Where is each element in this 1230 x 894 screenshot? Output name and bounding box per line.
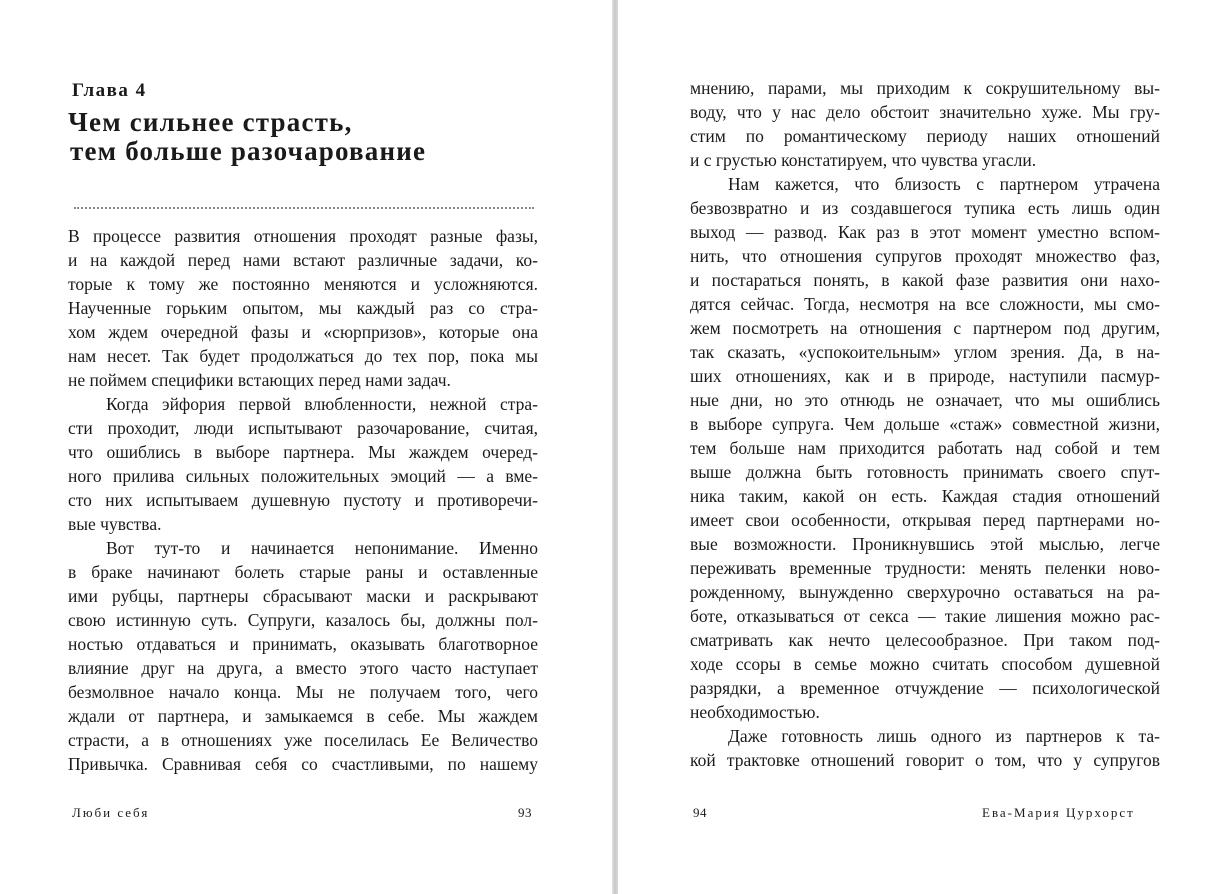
text-line: в выборе супруга. Чем дольше «стаж» совместной жизни,	[690, 414, 1160, 434]
text-line: вые чувства.	[68, 514, 162, 534]
text-line: мнению, парами, мы приходим к сокрушительному вы-	[690, 78, 1160, 98]
page-number: 94	[693, 805, 707, 820]
text-line: безвозвратно и из создавшегося тупика есть лишь один	[690, 198, 1160, 218]
text-line: имеет свои особенности, открывая перед партнерами но-	[690, 510, 1160, 530]
left-page-body	[68, 224, 538, 776]
text-line: стим по романтическому периоду наших отношений	[690, 126, 1160, 146]
text-line: свою истинную суть. Супруги, казалось бы, должны пол-	[68, 610, 538, 630]
text-line: переживать временные трудности: менять пеленки ново-	[690, 558, 1160, 578]
text-line: страсти, а в отношениях уже поселилась Ее Величество	[68, 730, 538, 750]
text-line: разрядки, а временное отчуждение — психологической	[690, 678, 1160, 698]
text-line: необходимостью.	[690, 702, 820, 722]
text-line: нам несет. Так будет продолжаться до тех пор, пока мы	[68, 346, 538, 366]
text-line: сматривать как нечто целесообразное. При таком под-	[690, 630, 1160, 650]
text-line: ностью отдаваться и принимать, оказывать благотворное	[68, 634, 538, 654]
text-line: и на каждой перед нами встают различные задачи, ко-	[68, 250, 538, 270]
text-line: кой трактовке отношений говорит о том, что у супругов	[690, 750, 1160, 770]
text-line: Привычка. Сравнивая себя со счастливыми, по нашему	[68, 754, 538, 774]
chapter-title-line: тем больше разочарование	[70, 136, 427, 166]
text-line: рожденному, вынужденно сверхурочно оставаться на ра-	[690, 582, 1160, 602]
text-line: торые к тому же постоянно меняются и усложняются.	[68, 274, 538, 294]
text-line: Нам кажется, что близость с партнером утрачена	[728, 174, 1160, 194]
text-line: ждали от партнера, и замыкаемся в себе. Мы жаждем	[68, 706, 538, 726]
text-line: ших отношениях, как и в природе, наступили пасмур-	[690, 366, 1160, 386]
text-line: Вот тут-то и начинается непонимание. Именно	[106, 538, 538, 558]
text-line: влияние друг на друга, а вместо этого часто наступает	[68, 658, 538, 678]
text-line: выше должна быть готовность принимать своего спут-	[690, 462, 1160, 482]
running-footer-author: Ева-Мария Цурхорст	[982, 805, 1135, 820]
text-line: боте, отказываться от секса — такие лишения можно рас-	[690, 606, 1160, 626]
text-line: тем больше нам приходится работать над собой и тем	[690, 438, 1160, 458]
page-number: 93	[518, 805, 532, 820]
text-line: ника таким, какой он есть. Каждая стадия отношений	[690, 486, 1160, 506]
text-line: жем посмотреть на отношения с партнером под другим,	[690, 318, 1160, 338]
left-page	[0, 0, 612, 894]
text-line: выход — развод. Как раз в этот момент уместно вспом-	[690, 222, 1160, 242]
chapter-label: Глава 4	[72, 80, 147, 101]
text-line: что ошиблись в выборе партнера. Мы жаждем очеред-	[68, 442, 538, 462]
right-page	[618, 0, 1230, 894]
text-line: вые возможности. Проникнувшись этой мыслью, легче	[690, 534, 1160, 554]
text-line: Даже готовность лишь одного из партнеров к та-	[728, 726, 1160, 746]
text-line: хом ждем очередной фазы и «сюрпризов», которые она	[68, 322, 538, 342]
text-line: воду, что у нас дело обстоит значительно хуже. Мы гру-	[690, 102, 1160, 122]
text-line: сто них испытываем душевную пустоту и противоречи-	[68, 490, 538, 510]
text-line: ими рубцы, партнеры сбрасывают маски и раскрывают	[68, 586, 538, 606]
dotted-divider	[74, 207, 534, 209]
text-line: сти проходит, люди испытывают разочарование, считая,	[68, 418, 538, 438]
text-line: безмолвное начало конца. Мы не получаем того, чего	[68, 682, 538, 702]
text-line: ные дни, но это отнюдь не означает, что мы ошиблись	[690, 390, 1160, 410]
text-line: в браке начинают болеть старые раны и оставленные	[68, 562, 538, 582]
text-line: не поймем специфики встающих перед нами задач.	[68, 370, 451, 390]
text-line: и постараться понять, в какой фазе развития они нахо-	[690, 270, 1160, 290]
running-footer-title: Люби себя	[72, 805, 150, 820]
right-page-body	[690, 76, 1160, 772]
text-line: и с грустью констатируем, что чувства угасли.	[690, 150, 1037, 170]
chapter-title	[68, 108, 426, 166]
text-line: В процессе развития отношения проходят разные фазы,	[68, 226, 538, 246]
text-line: дятся сейчас. Тогда, несмотря на все сложности, мы смо-	[690, 294, 1160, 314]
text-line: Наученные горьким опытом, мы каждый раз со стра-	[68, 298, 538, 318]
text-line: ходе ссоры в семье можно считать способом душевной	[690, 654, 1160, 674]
text-line: ного прилива сильных положительных эмоций — а вме-	[68, 466, 538, 486]
text-line: так сказать, «успокоительным» углом зрения. Да, в на-	[690, 342, 1160, 362]
text-line: Когда эйфория первой влюбленности, нежной стра-	[106, 394, 538, 414]
chapter-title-line: Чем сильнее страсть,	[68, 107, 353, 137]
text-line: нить, что отношения супругов проходят множество фаз,	[690, 246, 1160, 266]
